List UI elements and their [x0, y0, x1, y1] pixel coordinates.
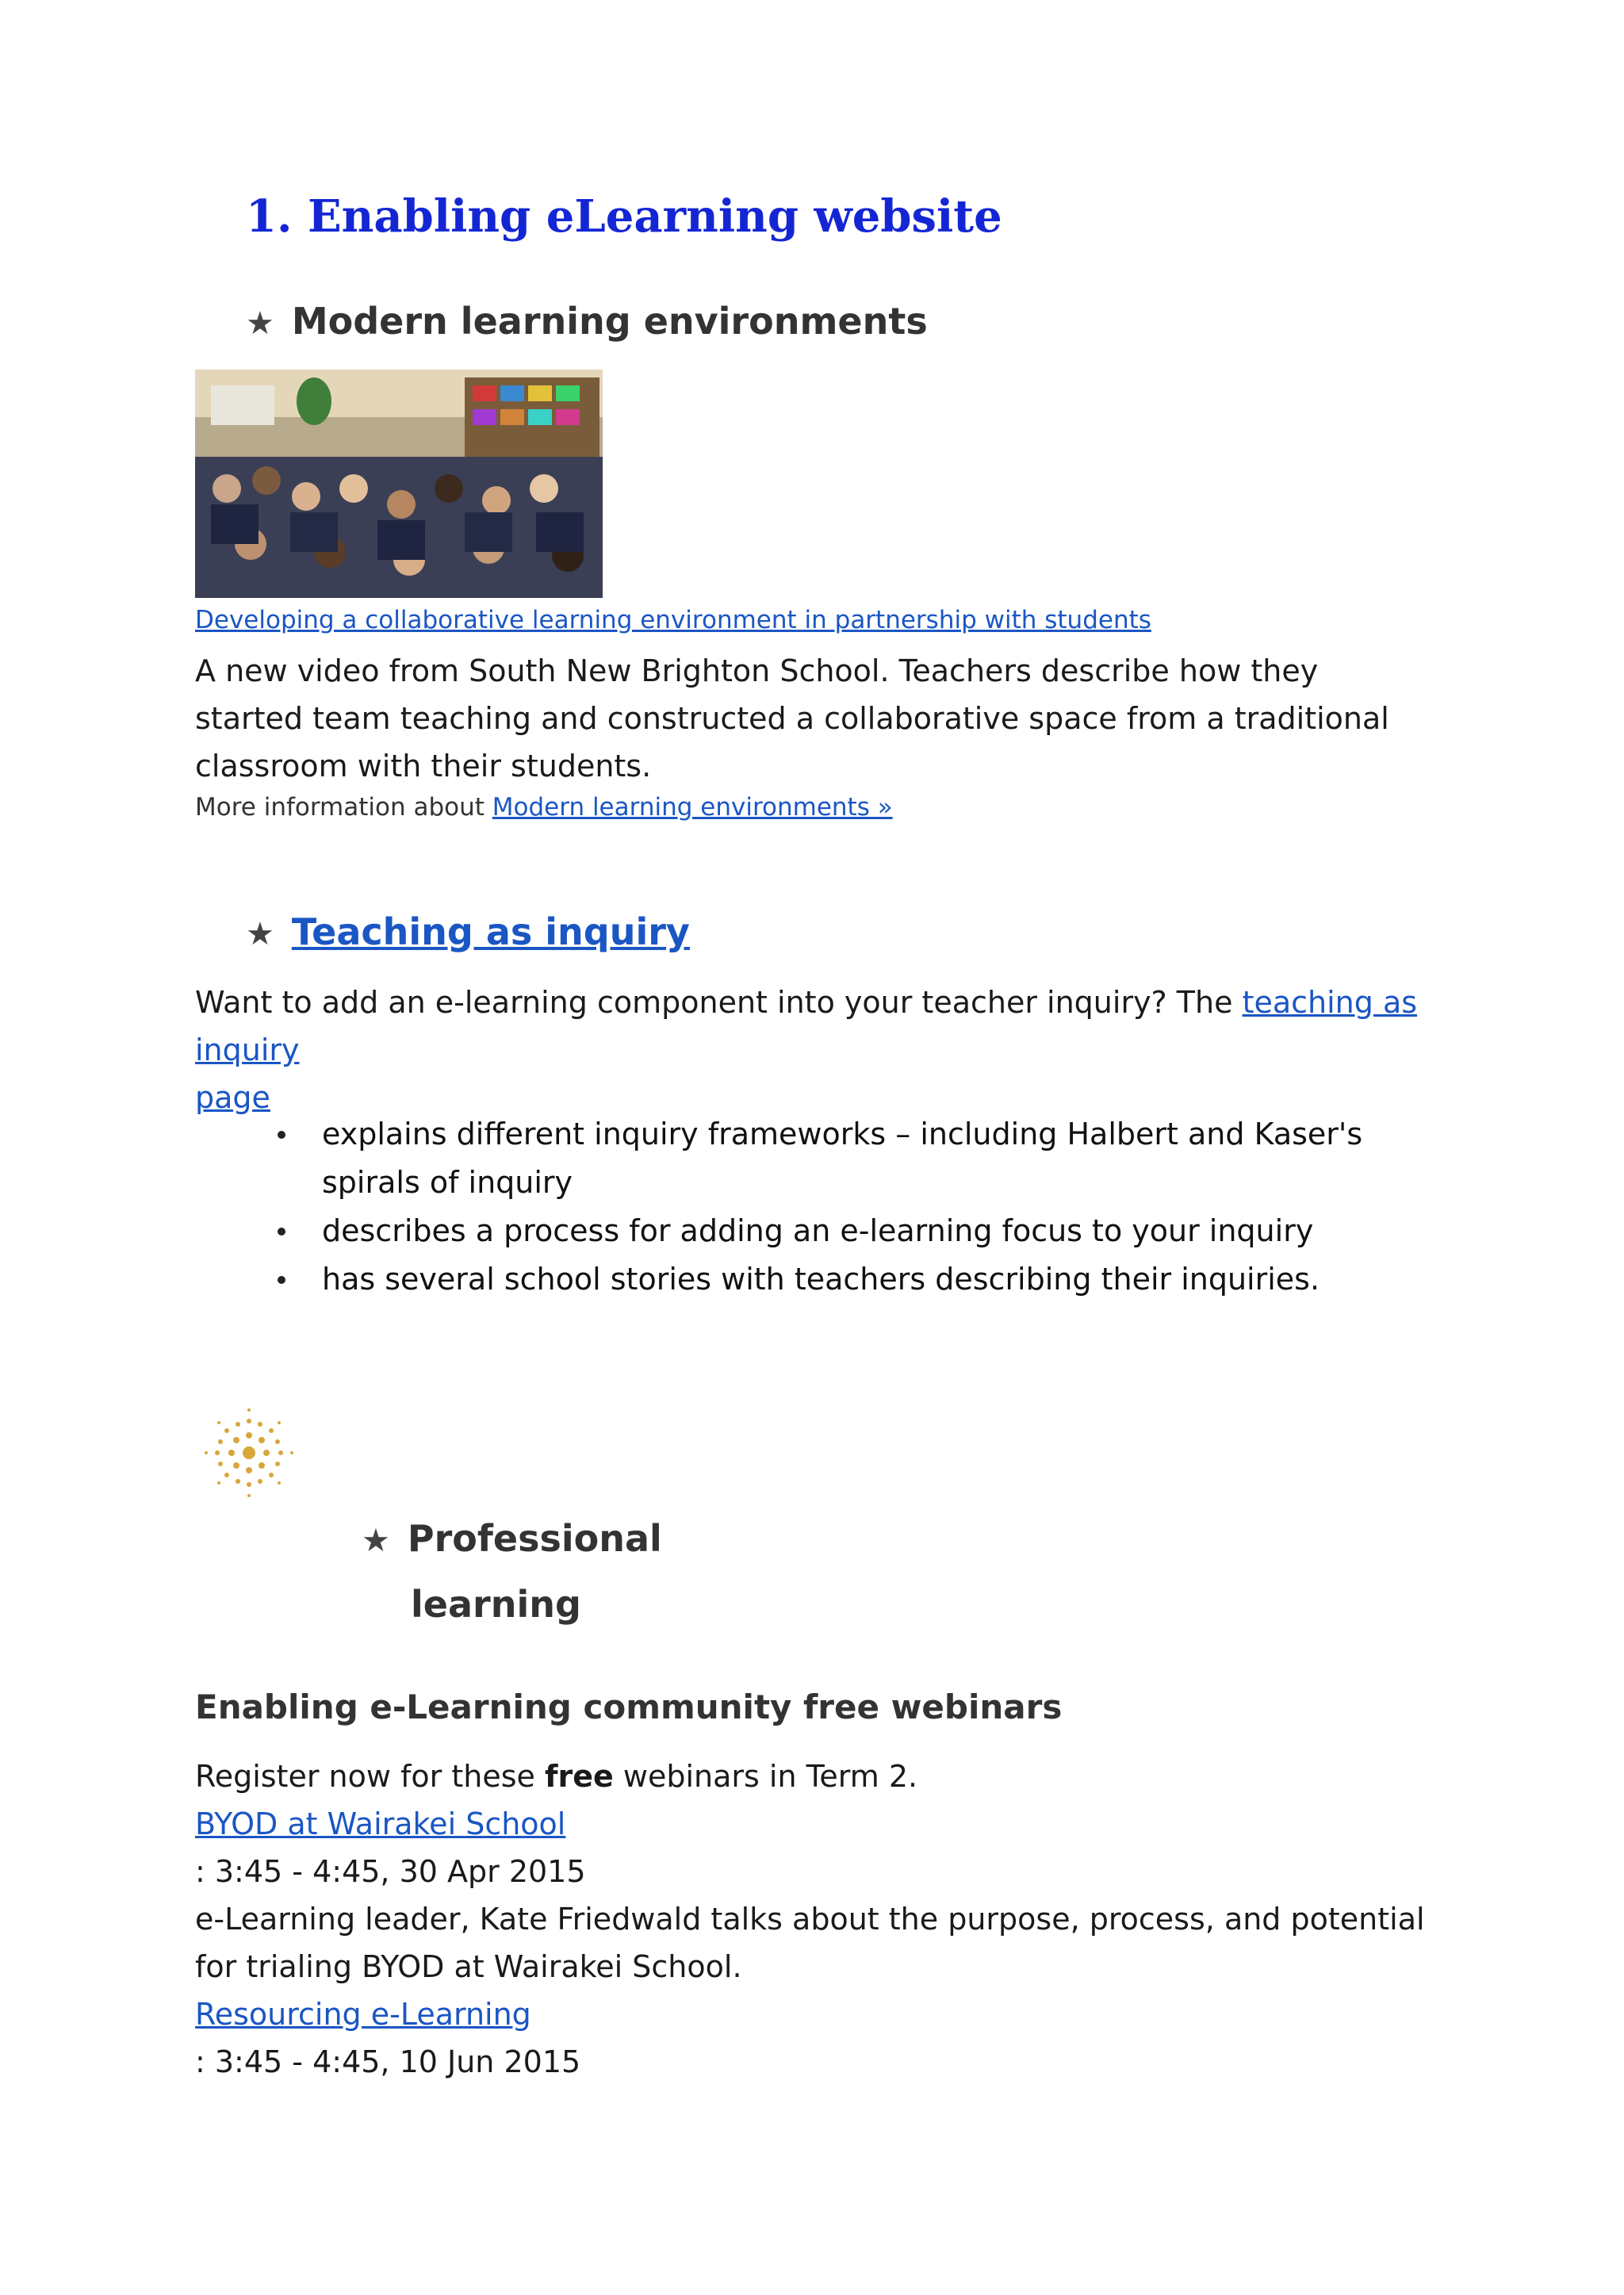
register-prefix: Register now for these: [195, 1759, 535, 1794]
more-info-link[interactable]: Modern learning environments »: [492, 793, 893, 822]
classroom-photo: [195, 370, 603, 598]
video-caption-link[interactable]: Developing a collaborative learning environment in partnership with students: [195, 606, 1151, 634]
section-heading-mle: [246, 300, 928, 343]
page-title: 1. Enabling eLearning website: [246, 190, 1002, 243]
list-item: has several school stories with teachers describing their inquiries.: [322, 1255, 1432, 1304]
more-info-prefix: More information about: [195, 793, 485, 822]
section-title-tai-link[interactable]: Teaching as inquiry: [291, 910, 690, 953]
tai-intro: [195, 979, 1448, 1121]
sunburst-icon: [195, 1404, 303, 1502]
list-item: explains different inquiry frameworks – including Halbert and Kaser's spirals of inquiry: [322, 1110, 1432, 1207]
register-suffix: webinars in Term 2.: [622, 1759, 918, 1794]
star-icon: ★: [246, 305, 274, 342]
webinars-subheading: Enabling e-Learning community free webinars: [195, 1688, 1063, 1726]
webinar-1-time: : 3:45 - 4:45, 30 Apr 2015: [195, 1854, 586, 1889]
sunburst-logo: [195, 1404, 303, 1502]
tai-page-link[interactable]: teaching as inquiry: [195, 985, 1418, 1067]
section-heading-tai: [246, 910, 690, 953]
section-title-pl-line1: Professional: [407, 1517, 662, 1560]
webinar-1-desc: e-Learning leader, Kate Friedwald talks about the purpose, process, and potential for trialing BYOD at Wairakei School.: [195, 1902, 1425, 1984]
section-title-pl-line2: learning: [411, 1583, 581, 1626]
classroom-photo-illustration: [195, 370, 603, 598]
register-bold: free: [545, 1759, 614, 1794]
webinar-2-time: : 3:45 - 4:45, 10 Jun 2015: [195, 2044, 581, 2079]
section-heading-pl: [362, 1507, 662, 1636]
webinar-2-link[interactable]: Resourcing e-Learning: [195, 1997, 531, 2032]
tai-intro-text: Want to add an e-learning component into your teacher inquiry? The: [195, 985, 1233, 1020]
section-title-mle: Modern learning environments: [291, 300, 928, 343]
mle-description: A new video from South New Brighton School. Teachers describe how they started team teaching and constructed a collaborative space from a traditional classroom with their students.: [195, 653, 1389, 784]
star-icon: ★: [362, 1523, 390, 1559]
register-line: [195, 1753, 1448, 1800]
more-info-line: [195, 793, 893, 822]
list-item: describes a process for adding an e-learning focus to your inquiry: [322, 1207, 1432, 1255]
webinar-1-link[interactable]: BYOD at Wairakei School: [195, 1806, 566, 1841]
tai-page-link-2[interactable]: page: [195, 1080, 270, 1115]
tai-bullet-list: [322, 1110, 1432, 1304]
star-icon: ★: [246, 916, 274, 952]
webinars-content: [195, 1753, 1448, 2086]
